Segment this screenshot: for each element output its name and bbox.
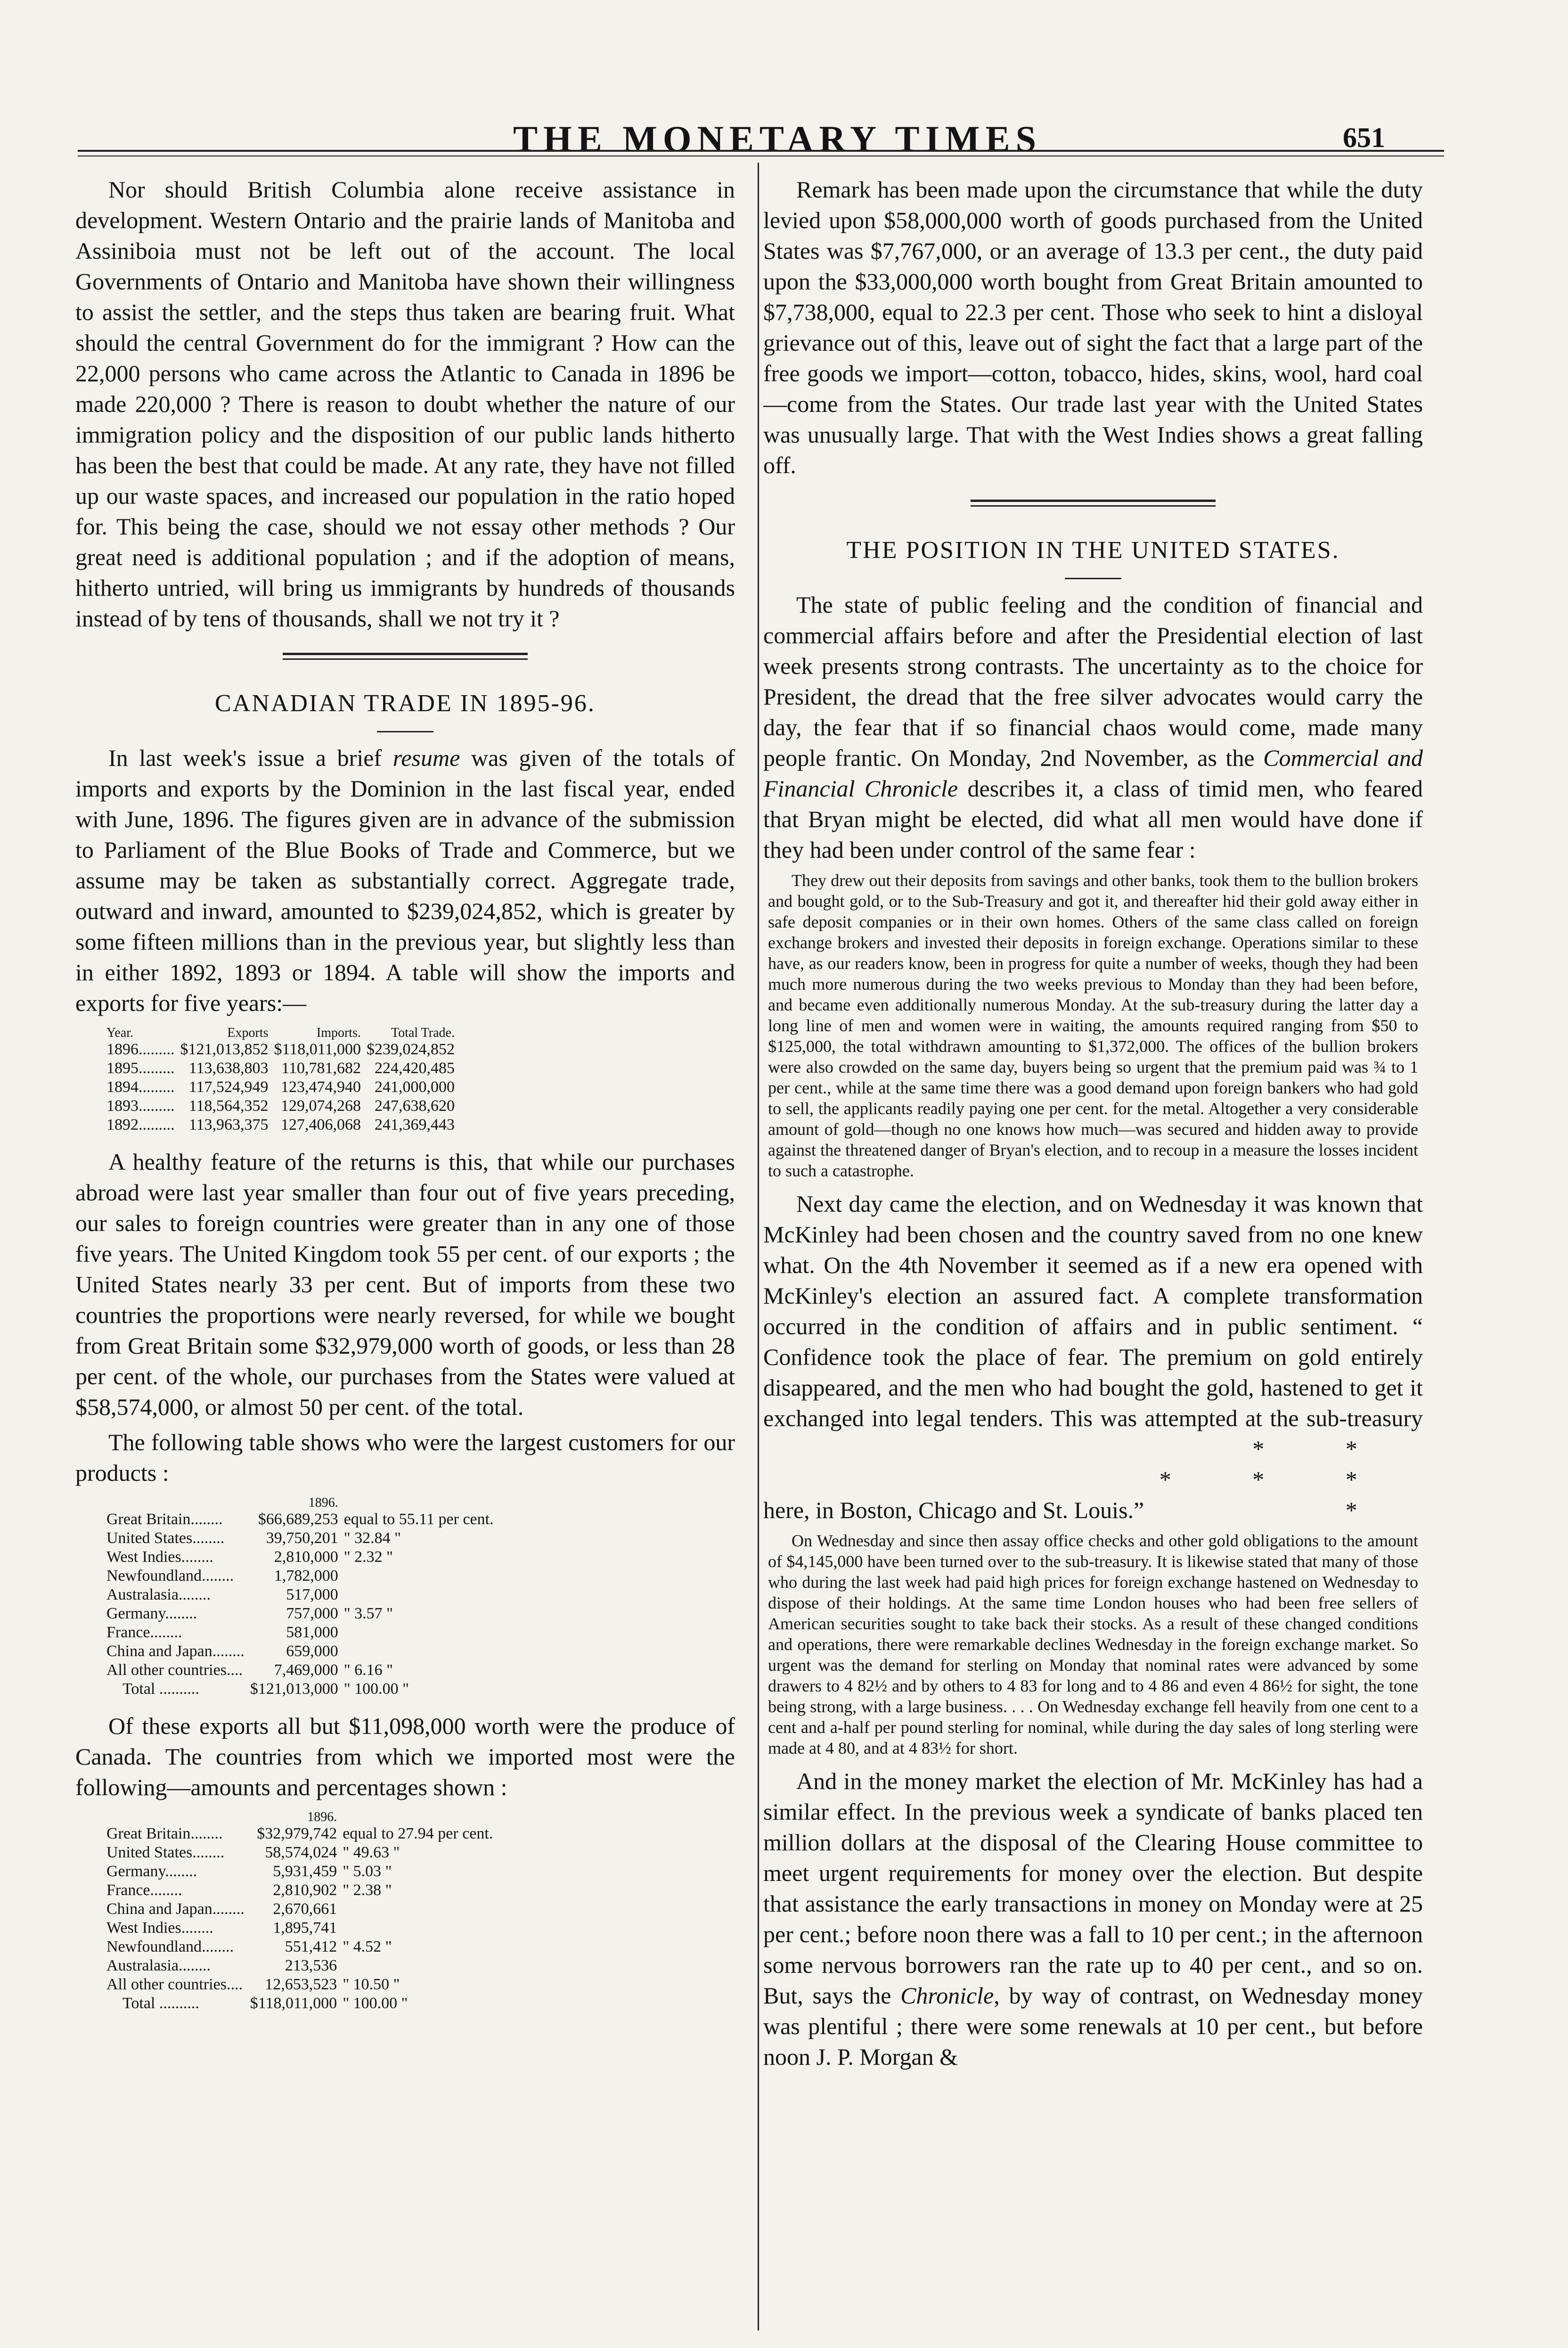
masthead bbox=[0, 118, 1568, 160]
article-paragraph-immigration: Nor should British Columbia alone receive assistance in development. Western Ontario and the prairie lands of Manitoba and Assiniboia must not be left out of the account. The local Governments of Ontario and Manitoba have shown their willingness to assist the settler, and the steps thus taken are bearing fruit. What should the central Government do for the immigrant ? How can the 22,000 persons who came across the Atlantic to Canada in 1896 be made 220,000 ? There is reason to doubt whether the nature of our immigration policy and the disposition of our public lands hitherto has been the best that could be made. At any rate, they have not filled up our waste spaces, and increased our population in the ratio hoped for. This being the case, should we not essay other methods ? Our great need is additional population ; and if the adoption of means, hitherto untried, will bring us immigrants by hundreds of thousands instead of by tens of thousands, shall we not try it ? bbox=[75, 176, 735, 632]
trade-paragraph-1: In last week's issue a brief resume was given of the totals of imports and exports by the Dominion in the last fiscal year, ended with June, 1896. The figures given are in advance of the submission to Parliament of the Blue Books of Trade and Commerce, but we assume may be taken as substantially correct. Aggregate trade, outward and inward, amounted to $239,024,852, which is greater by some fifteen millions than in the previous year, but slightly less than in either 1892, 1893 or 1894. A table will show the imports and exports for five years:— bbox=[75, 745, 735, 1016]
table-row: All other countries.... 12,653,523 " 10.50 " bbox=[106, 1976, 400, 1993]
us-paragraph-1: The state of public feeling and the condition of financial and commercial affairs before and after the Presidential election of last week presents strong contrasts. The uncertainty as to the choice for President, the dread that the free silver advocates would carry the day, the fear that if so financial chaos would come, made many people frantic. On Monday, 2nd November, as the Commercial and Financial Chronicle describes it, a class of timid men, who feared that Bryan might be elected, did what all men would have done if they had been under control of the same fear : bbox=[763, 591, 1423, 863]
table-row: France........ 2,810,902 " 2.38 " bbox=[106, 1881, 392, 1899]
table-row: Australasia........ 213,536 bbox=[106, 1957, 337, 1974]
us-paragraph-3: And in the money market the election of Mr. McKinley has had a similar effect. In the previous week a syndicate of banks placed ten million dollars at the disposal of the Clearing House committee to meet urgent requirements for money over the election. But despite that assistance the early transactions in money on Monday were at 25 per cent.; before noon there was a fall to 10 per cent.; in the afternoon some nervous borrowers ran the rate up to 40 per cent., and so on. But, says the Chronicle, by way of contrast, on Wednesday money was plentiful ; there were some renewals at 10 per cent., but before noon J. P. Morgan & bbox=[763, 1768, 1423, 2070]
trade-paragraph-2: A healthy feature of the returns is this, that while our purchases abroad were last year smaller than four out of five years preceding, our sales to foreign countries were greater than in any one of those five years. The United Kingdom took 55 per cent. of our exports ; the United States nearly 33 per cent. But of imports from these two countries the proportions were nearly reversed, for while we bought from Great Britain some $32,979,000 worth of goods, or less than 28 per cent. of the whole, our purchases from the States were valued at $58,574,000, or almost 50 per cent. of the total. bbox=[75, 1149, 735, 1420]
us-paragraph-2: Next day came the election, and on Wednesday it was known that McKinley had been chosen and the country saved from no one knew what. On the 4th November it seemed as if a new era opened with McKinley's election an assured fact. A complete transformation occurred in the condition of affairs and in public sentiment. “ Confidence took the place of fear. The premium on gold entirely disappeared, and the men who had bought the gold, hastened to get it exchanged into legal tenders. This was attempted at the sub-treasury here, in Boston, Chicago and St. Louis.” * * * * * * bbox=[763, 1189, 1423, 1526]
table-header: Year. Exports Imports. Total Trade. bbox=[106, 1026, 455, 1040]
table-row: Great Britain........ $66,689,253 equal to 55.11 per cent. bbox=[106, 1511, 494, 1528]
heading-dash bbox=[377, 731, 433, 732]
table-row: All other countries.... 7,469,000 " 6.16 " bbox=[106, 1661, 393, 1679]
trade-paragraph-3: The following table shows who were the largest customers for our products : bbox=[75, 1429, 735, 1486]
table-row: 1896......... $121,013,852 $118,011,000 $239,024,852 bbox=[106, 1041, 455, 1058]
five-year-trade-table bbox=[104, 1026, 457, 1134]
table-row: 1895......... 113,638,803 110,781,682 224,420,485 bbox=[106, 1059, 455, 1077]
heading-position-us: THE POSITION IN THE UNITED STATES. bbox=[846, 537, 1340, 564]
table-total-row: Total .......... $121,013,000 " 100.00 " bbox=[122, 1680, 409, 1698]
heading-canadian-trade: CANADIAN TRADE IN 1895-96. bbox=[215, 690, 596, 717]
table-row: United States........ 39,750,201 " 32.84 " bbox=[106, 1529, 401, 1547]
table-row: West Indies........ 1,895,741 bbox=[106, 1919, 337, 1937]
section-divider bbox=[283, 653, 528, 660]
ellipsis-stars: * * * * * * bbox=[1159, 1436, 1395, 1523]
publication-title: THE MONETARY TIMES bbox=[513, 118, 1042, 159]
right-column bbox=[763, 174, 1423, 2328]
table-row: China and Japan........ 659,000 bbox=[106, 1642, 338, 1660]
header-rule-top bbox=[78, 150, 1444, 152]
column-rule bbox=[758, 163, 759, 2331]
table-row: 1894......... 117,524,949 123,474,940 241,000,000 bbox=[106, 1078, 455, 1096]
table-row: France........ 581,000 bbox=[106, 1624, 338, 1641]
chronicle-quote-1: They drew out their deposits from savings and other banks, took them to the bullion brokers and bought gold, or to the Sub-Treasury and got it, and thereafter hid their gold away either in safe deposit companies or in their own homes. Others of the same class called on foreign exchange brokers and invested their deposits in foreign exchange. Operations similar to these have, as our readers know, been in progress for quite a number of weeks, though they had been much more numerous during the two weeks previous to Monday than they had been before, and became even additionally numerous Monday. At the sub-treasury during the latter day a long line of men and women were in waiting, the amounts required ranging from $50 to $125,000, the total withdrawn amounting to $1,372,000. The offices of the bullion brokers were also crowded on the same day, buyers being so urgent that the premium paid was ¾ to 1 per cent., while at the same time there was a good demand upon foreign bankers who had gold to sell, the applicants readily paying one per cent. for the metal. Altogether a very considerable amount of gold—though no one knows how much—was secured and hidden away to provide against the threatened danger of Bryan's election, and to recoup in a measure the losses incident to such a catastrophe. bbox=[768, 871, 1418, 1180]
article-paragraph-duty: Remark has been made upon the circumstance that while the duty levied upon $58,000,000 worth of goods purchased from the United States was $7,767,000, or an average of 13.3 per cent., the duty paid upon the $33,000,000 worth bought from Great Britain amounted to $7,738,000, equal to 22.3 per cent. Those who seek to hint a disloyal grievance out of this, leave out of sight the fact that a large part of the free goods we import—cotton, tobacco, hides, skins, wool, hard coal—come from the States. Our trade last year with the United States was unusually large. That with the West Indies shows a great falling off. bbox=[763, 176, 1423, 478]
table-row: Germany........ 757,000 " 3.57 " bbox=[106, 1605, 393, 1622]
customers-table: 1896. Great Britain........ $66,689,253 equal to 55.11 per cent. United States........ 39,750,201 " 32.84 " West Indies........ 2,810,000 " 2.32 " Newfoundland........ 1,782,000 Australasia........ 517,000 Germany........ 757,000 " 3.57 " France........ 581,000 China and Japan........ 659,000 All other countries.... 7,469,000 " 6.16 " Total .......... $121,013,000 " 100.00 " bbox=[104, 1496, 497, 1699]
table-row: 1893......... 118,564,352 129,074,268 247,638,620 bbox=[106, 1097, 455, 1115]
table-row: Newfoundland........ 1,782,000 bbox=[106, 1567, 338, 1584]
table-total-row: Total .......... $118,011,000 " 100.00 " bbox=[122, 1995, 408, 2012]
table-row: United States........ 58,574,024 " 49.63 " bbox=[106, 1844, 400, 1861]
chronicle-quote-2: On Wednesday and since then assay office checks and other gold obligations to the amount of $4,145,000 have been turned over to the sub-treasury. It is likewise stated that many of those who during the last week had paid high prices for foreign exchange hastened on Wednesday to dispose of their holdings. At the same time London houses who had been free sellers of American securities sought to take back their stocks. As a result of these changed conditions and operations, there were remarkable declines Wednesday in the foreign exchange market. So urgent was the demand for sterling on Monday that nominal rates were advanced by some drawers to 4 82½ and by others to 4 83 for long and to 4 86 and even 4 86½ for sight, the tone being strong, with a large business. . . . On Wednesday exchange fell heavily from one cent to a cent and a-half per pound sterling for nominal, while during the day sales of long sterling were made at 4 80, and at 4 83½ for short. bbox=[768, 1531, 1418, 1757]
table-row: Great Britain........ $32,979,742 equal to 27.94 per cent. bbox=[106, 1825, 493, 1842]
table-row: West Indies........ 2,810,000 " 2.32 " bbox=[106, 1548, 393, 1566]
table-row: China and Japan........ 2,670,661 bbox=[106, 1900, 337, 1918]
table-row: Australasia........ 517,000 bbox=[106, 1586, 338, 1603]
page-number: 651 bbox=[1343, 122, 1385, 153]
heading-dash bbox=[1065, 578, 1121, 579]
left-column bbox=[75, 174, 735, 2328]
table-row: Newfoundland........ 551,412 " 4.52 " bbox=[106, 1938, 392, 1955]
imports-table: 1896. Great Britain........ $32,979,742 equal to 27.94 per cent. United States........ 58,574,024 " 49.63 " Germany........ 5,931,459 " 5.03 " France........ 2,810,902 " 2.38 " China and Japan........ 2,670,661 West Indies........ 1,895,741 Newfoundland........ 551,412 " 4.52 " Australasia........ 213,536 All other countries.... 12,653,523 " 10.50 " Total .......... $118,011,000 " 100.00 " bbox=[104, 1810, 496, 2013]
table-row: Germany........ 5,931,459 " 5.03 " bbox=[106, 1863, 392, 1880]
trade-paragraph-4: Of these exports all but $11,098,000 worth were the produce of Canada. The countries from which we imported most were the following—amounts and percentages shown : bbox=[75, 1713, 735, 1800]
section-divider bbox=[971, 500, 1216, 507]
table-row: 1892......... 113,963,375 127,406,068 241,369,443 bbox=[106, 1116, 455, 1133]
